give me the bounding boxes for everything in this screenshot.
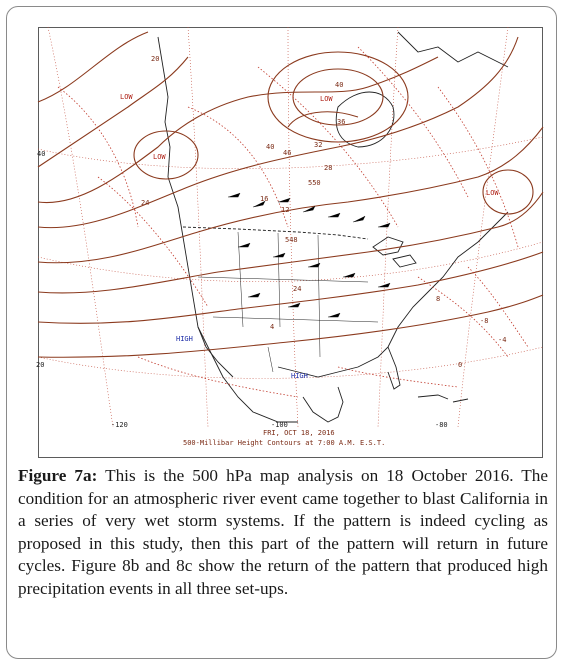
weather-map bbox=[38, 27, 543, 457]
map-canvas bbox=[38, 27, 543, 457]
contour-label: 4 bbox=[270, 323, 275, 331]
contour-label: 548 bbox=[285, 236, 298, 244]
map-title: 500-Millibar Height Contours at 7:00 A.M. E.S.T. bbox=[183, 439, 386, 447]
high-marker: HIGH bbox=[176, 335, 193, 343]
figure-caption bbox=[18, 465, 548, 600]
lon-label-100: -100 bbox=[271, 421, 288, 429]
contour-label: 0 bbox=[458, 361, 463, 369]
caption-text: This is the 500 hPa map analysis on 18 October 2016. The condition for an atmospheric river event came together to blast California in a series of very wet storm systems. If the pattern is indeed cycling as proposed in this study, then this part of the pattern will return in future cycles. Figure 8b and 8c show the return of the pattern that produced high precipitation events in all three set-ups. bbox=[18, 466, 548, 598]
contour-label: 36 bbox=[337, 118, 346, 126]
lat-label-20: 20 bbox=[36, 361, 45, 369]
height-contours bbox=[38, 32, 543, 357]
contour-label: 28 bbox=[324, 164, 333, 172]
contour-label: -4 bbox=[498, 336, 507, 344]
lon-label-120: -120 bbox=[111, 421, 128, 429]
wind-barbs bbox=[228, 193, 390, 317]
caption-label: Figure 7a: bbox=[18, 466, 98, 485]
contour-label: 40 bbox=[266, 143, 275, 151]
lat-label-40: 40 bbox=[37, 150, 46, 158]
low-marker: LOW bbox=[120, 93, 133, 101]
contour-label: 24 bbox=[141, 199, 150, 207]
high-marker: HIGH bbox=[291, 372, 308, 380]
contour-label: 24 bbox=[293, 285, 302, 293]
contour-label: 40 bbox=[335, 81, 344, 89]
lon-label-80: -80 bbox=[435, 421, 448, 429]
pressure-systems bbox=[120, 93, 499, 380]
contour-label: 20 bbox=[151, 55, 160, 63]
low-marker: LOW bbox=[153, 153, 166, 161]
contour-label: 32 bbox=[314, 141, 323, 149]
contour-label: -8 bbox=[480, 317, 489, 325]
contour-label: 46 bbox=[283, 149, 292, 157]
contour-label: 16 bbox=[260, 195, 269, 203]
contour-label: 12 bbox=[281, 206, 290, 214]
map-date: FRI, OCT 18, 2016 bbox=[263, 429, 335, 437]
contour-label: 550 bbox=[308, 179, 321, 187]
low-marker: LOW bbox=[486, 189, 499, 197]
coastlines bbox=[158, 32, 508, 422]
latlon-grid bbox=[38, 27, 543, 427]
contour-label: 8 bbox=[436, 295, 441, 303]
low-marker: LOW bbox=[320, 95, 333, 103]
